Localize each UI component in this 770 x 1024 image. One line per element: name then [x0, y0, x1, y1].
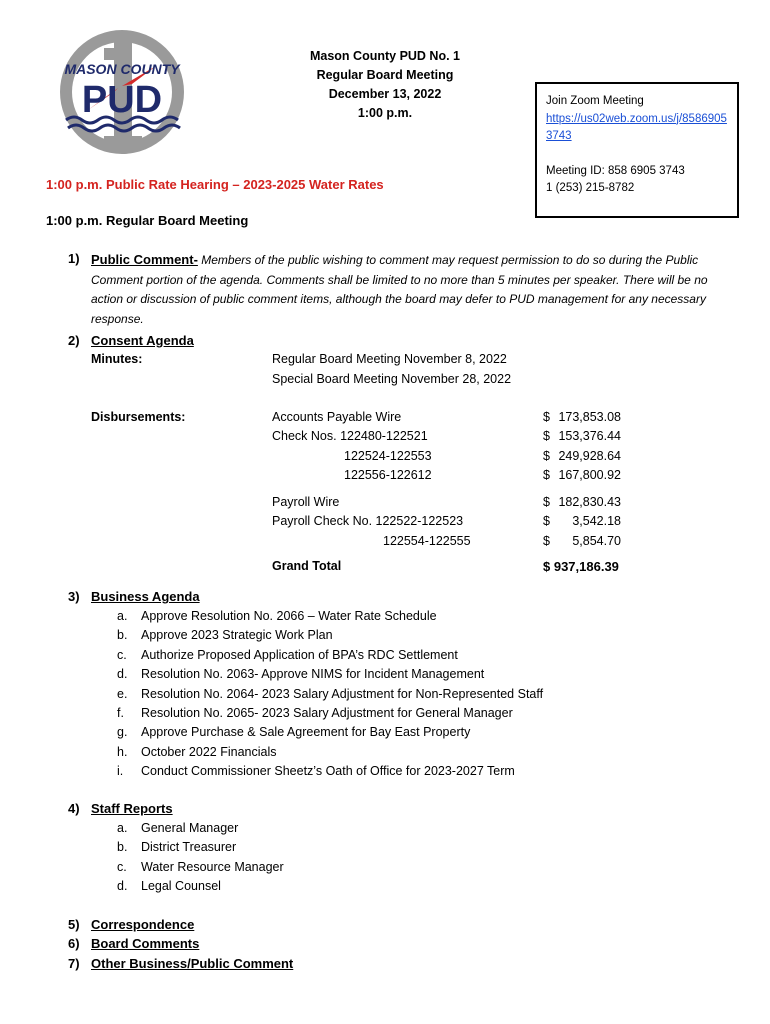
disbursement-amount: 3,542.18 — [572, 514, 621, 528]
disbursement-amount: 249,928.64 — [558, 449, 621, 463]
list-letter: d. — [117, 667, 128, 682]
list-letter: h. — [117, 744, 128, 759]
section-1-public-comment — [91, 250, 731, 329]
disbursement-desc: Accounts Payable Wire — [272, 410, 402, 424]
disbursement-currency: $ — [543, 514, 550, 528]
section-3-number: 3) — [68, 589, 80, 604]
list-text: Approve Purchase & Sale Agreement for Bay East Property — [141, 725, 471, 740]
list-text: Resolution No. 2065- 2023 Salary Adjustment for General Manager — [141, 706, 513, 721]
disbursement-currency: $ — [543, 449, 550, 463]
list-text: Authorize Proposed Application of BPA’s RDC Settlement — [141, 647, 458, 662]
list-item — [117, 838, 284, 857]
org-name: Mason County PUD No. 1 — [309, 49, 460, 63]
list-letter: i. — [117, 764, 124, 779]
list-letter: f. — [117, 706, 124, 721]
grand-total-amount: $ 937,186.39 — [543, 559, 619, 574]
disbursement-desc: 122556-122612 — [344, 468, 432, 482]
section-7-number: 7) — [68, 956, 80, 971]
list-item — [117, 858, 284, 877]
section-2-number: 2) — [68, 333, 80, 348]
disbursement-currency: $ — [543, 429, 550, 443]
section-4-title: Staff Reports — [91, 801, 173, 816]
disbursement-currency: $ — [543, 534, 550, 548]
logo-text-main: PUD — [81, 79, 163, 121]
disbursement-amount: 167,800.92 — [558, 468, 621, 482]
zoom-phone: 1 (253) 215-8782 — [546, 182, 635, 194]
section-2-title: Consent Agenda — [91, 333, 194, 348]
list-letter: a. — [117, 609, 128, 623]
minutes-label: Minutes: — [91, 352, 143, 366]
section-1-number: 1) — [68, 251, 80, 266]
disbursement-amount: 5,854.70 — [572, 534, 621, 548]
zoom-info-box — [535, 82, 739, 218]
list-item — [117, 646, 543, 665]
logo-text-top: MASON COUNTY — [64, 61, 180, 77]
disbursement-desc: 122524-122553 — [344, 449, 432, 463]
disbursement-currency: $ — [543, 495, 550, 509]
list-item — [117, 819, 284, 838]
list-item — [117, 723, 543, 742]
list-text: Resolution No. 2063- Approve NIMS for Incident Management — [141, 667, 485, 682]
section-7-title: Other Business/Public Comment — [91, 956, 294, 971]
mason-county-pud-logo — [58, 26, 186, 158]
list-letter: d. — [117, 879, 128, 894]
disbursements-label: Disbursements: — [91, 410, 186, 424]
list-item — [117, 877, 284, 896]
list-letter: c. — [117, 859, 127, 874]
list-text: Approve 2023 Strategic Work Plan — [141, 628, 333, 643]
section-1-text: Members of the public wishing to comment may request permission to do so during the Public Comment portion of the agenda. Comments shall be limited to no more than 5 minutes per speaker. There will be no action or discussion of public comment items, although the board may defer to PUD management for any necessary response. — [91, 253, 708, 326]
list-item — [117, 704, 543, 723]
list-text: District Treasurer — [141, 840, 237, 855]
minutes-item: Regular Board Meeting November 8, 2022 — [272, 352, 507, 366]
section-5-number: 5) — [68, 917, 80, 932]
list-letter: b. — [117, 628, 128, 643]
list-letter: e. — [117, 686, 128, 701]
section-5-title: Correspondence — [91, 917, 195, 932]
disbursement-amount: 153,376.44 — [558, 429, 621, 443]
list-item — [117, 626, 543, 645]
zoom-meeting-id: Meeting ID: 858 6905 3743 — [546, 164, 685, 177]
list-text: General Manager — [141, 821, 239, 835]
section-6-title: Board Comments — [91, 936, 200, 951]
list-text: Conduct Commissioner Sheetz’s Oath of Office for 2023-2027 Term — [141, 764, 515, 779]
list-letter: b. — [117, 840, 128, 855]
list-letter: g. — [117, 725, 128, 740]
staff-reports-list — [117, 819, 284, 897]
list-letter: c. — [117, 647, 127, 662]
zoom-title: Join Zoom Meeting — [546, 95, 644, 107]
disbursement-amount: 182,830.43 — [558, 495, 621, 509]
list-text: October 2022 Financials — [141, 744, 277, 759]
disbursement-desc: 122554-122555 — [383, 534, 471, 548]
list-text: Legal Counsel — [141, 879, 221, 894]
disbursement-desc: Payroll Check No. 122522-122523 — [272, 514, 464, 528]
business-agenda-list — [117, 607, 543, 782]
list-item — [117, 685, 543, 704]
disbursement-currency: $ — [543, 410, 550, 424]
section-6-number: 6) — [68, 936, 80, 951]
list-item — [117, 607, 543, 626]
list-letter: a. — [117, 821, 128, 835]
disbursement-desc: Check Nos. 122480-122521 — [272, 429, 428, 443]
meeting-header — [250, 47, 520, 123]
list-text: Approve Resolution No. 2066 – Water Rate Schedule — [141, 609, 437, 623]
meeting-type: Regular Board Meeting — [316, 68, 454, 82]
meeting-time: 1:00 p.m. — [357, 106, 413, 120]
minutes-item: Special Board Meeting November 28, 2022 — [272, 372, 512, 386]
disbursement-desc: Payroll Wire — [272, 495, 340, 509]
list-text: Water Resource Manager — [141, 859, 284, 874]
section-4-number: 4) — [68, 801, 80, 816]
list-item — [117, 665, 543, 684]
meeting-date: December 13, 2022 — [328, 87, 442, 101]
regular-meeting-line: 1:00 p.m. Regular Board Meeting — [46, 213, 249, 228]
list-item — [117, 762, 543, 781]
disbursement-currency: $ — [543, 468, 550, 482]
public-hearing-line: 1:00 p.m. Public Rate Hearing – 2023-2025 Water Rates — [46, 177, 384, 192]
disbursement-amount: 173,853.08 — [558, 410, 621, 424]
section-3-title: Business Agenda — [91, 589, 200, 604]
list-text: Resolution No. 2064- 2023 Salary Adjustment for Non-Represented Staff — [141, 686, 544, 701]
grand-total-label: Grand Total — [272, 559, 342, 573]
section-1-title: Public Comment- — [91, 252, 198, 267]
list-item — [117, 743, 543, 762]
zoom-link[interactable]: https://us02web.zoom.us/j/85869053743 — [546, 112, 727, 142]
